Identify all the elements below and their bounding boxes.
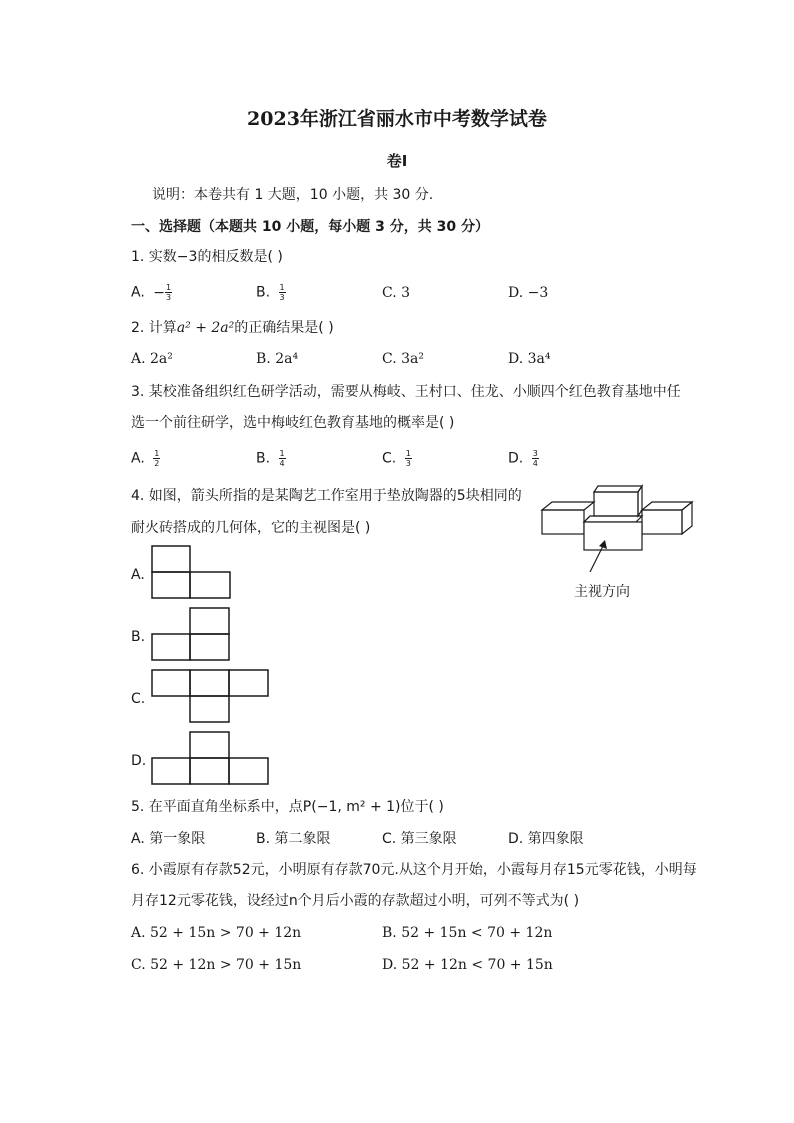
brick-top-top	[594, 486, 642, 492]
brick-right-top	[642, 502, 692, 510]
denominator: 4	[532, 459, 538, 468]
option-label: B.	[256, 284, 271, 301]
q1-stem: 1. 实数−3的相反数是( )	[131, 249, 283, 265]
fraction	[279, 283, 286, 302]
numerator: 1	[405, 449, 411, 458]
denominator: 2	[154, 459, 160, 468]
option-label: A.	[131, 284, 145, 301]
fraction	[165, 283, 172, 302]
q2-stem-math: a² + 2a²	[176, 320, 235, 336]
q2-stem-pre: 2. 计算	[131, 320, 177, 336]
q5-option-d: D. 第四象限	[508, 831, 584, 847]
brick-center-top	[584, 516, 642, 522]
q4-line-1: 4. 如图，箭头所指的是某陶艺工作室用于垫放陶器的5块相同的	[131, 488, 522, 504]
denominator: 3	[165, 293, 172, 302]
exam-note: 说明：本卷共有 1 大题，10 小题，共 30 分.	[152, 187, 434, 203]
q5-option-b: B. 第二象限	[256, 831, 331, 847]
q4-option-d-label: D.	[131, 753, 147, 769]
q3-line-1: 3. 某校准备组织红色研学活动，需要从梅岐、王村口、住龙、小顺四个红色教育基地中任	[131, 384, 681, 400]
q3-option-a	[131, 449, 160, 468]
numerator: 3	[532, 449, 538, 458]
q6-option-b: B. 52 + 15n < 70 + 12n	[382, 925, 553, 941]
q3-option-d	[508, 449, 539, 468]
q4-option-c-label: C.	[131, 691, 146, 707]
brick-top-front	[594, 492, 638, 516]
numerator: 1	[165, 283, 172, 292]
q6-option-a: A. 52 + 15n > 70 + 12n	[131, 925, 302, 941]
brick-center-edge	[584, 516, 590, 522]
option-d-view	[151, 731, 271, 785]
brick-right-front	[642, 510, 682, 534]
option-a-view	[151, 545, 233, 599]
fraction	[532, 449, 539, 468]
q1-option-d: D. −3	[508, 285, 549, 301]
denominator: 3	[405, 459, 411, 468]
option-c-view	[151, 669, 271, 723]
brick-left-top	[542, 502, 594, 510]
q5-stem: 5. 在平面直角坐标系中，点P(−1, m² + 1)位于( )	[131, 799, 444, 815]
minus-sign: −	[153, 284, 165, 301]
q4-line-2: 耐火砖搭成的几何体，它的主视图是( )	[131, 520, 371, 536]
section-heading: 一、选择题（本题共 10 小题，每小题 3 分，共 30 分）	[131, 219, 489, 235]
numerator: 1	[154, 449, 160, 458]
figure-caption: 主视方向	[574, 584, 630, 600]
q5-option-c: C. 第三象限	[382, 831, 457, 847]
brick-right-side	[682, 502, 692, 534]
q3-line-2: 选一个前往研学，选中梅岐红色教育基地的概率是( )	[131, 415, 455, 431]
q4-option-a-label: A.	[131, 567, 145, 583]
option-label: D.	[508, 450, 524, 467]
q2-option-c: C. 3a²	[382, 351, 424, 367]
option-label: B.	[256, 450, 271, 467]
option-label: C.	[382, 450, 397, 467]
option-label: A.	[131, 450, 145, 467]
q2-stem	[131, 319, 334, 337]
q2-stem-post: 的正确结果是( )	[234, 320, 334, 336]
q6-option-c: C. 52 + 12n > 70 + 15n	[131, 957, 302, 973]
q2-option-a: A. 2a²	[131, 351, 173, 367]
q6-line-2: 月存12元零花钱，设经过n个月后小霞的存款超过小明，可列不等式为( )	[131, 893, 580, 909]
q1-option-c: C. 3	[382, 285, 411, 301]
q6-option-d: D. 52 + 12n < 70 + 15n	[382, 957, 553, 973]
brick-figure	[538, 482, 698, 572]
q1-option-a	[131, 283, 172, 302]
q2-option-d: D. 3a⁴	[508, 351, 551, 367]
q3-option-c	[382, 449, 412, 468]
q2-option-b: B. 2a⁴	[256, 351, 299, 367]
volume-label: 卷Ⅰ	[386, 152, 408, 170]
q4-option-b-label: B.	[131, 629, 146, 645]
q3-option-b	[256, 449, 286, 468]
q5-option-a: A. 第一象限	[131, 831, 206, 847]
option-b-view	[151, 607, 233, 661]
denominator: 4	[279, 459, 285, 468]
brick-left-front	[542, 510, 584, 534]
fraction	[279, 449, 286, 468]
numerator: 1	[279, 283, 285, 292]
q6-line-1: 6. 小霞原有存款52元，小明原有存款70元.从这个月开始，小霞每月存15元零花钱，小明每	[131, 862, 697, 878]
fraction	[405, 449, 412, 468]
numerator: 1	[279, 449, 285, 458]
fraction	[153, 449, 160, 468]
brick-center-front	[584, 522, 642, 550]
exam-title: 2023年浙江省丽水市中考数学试卷	[247, 108, 547, 130]
q1-option-b	[256, 283, 286, 302]
denominator: 3	[279, 293, 285, 302]
